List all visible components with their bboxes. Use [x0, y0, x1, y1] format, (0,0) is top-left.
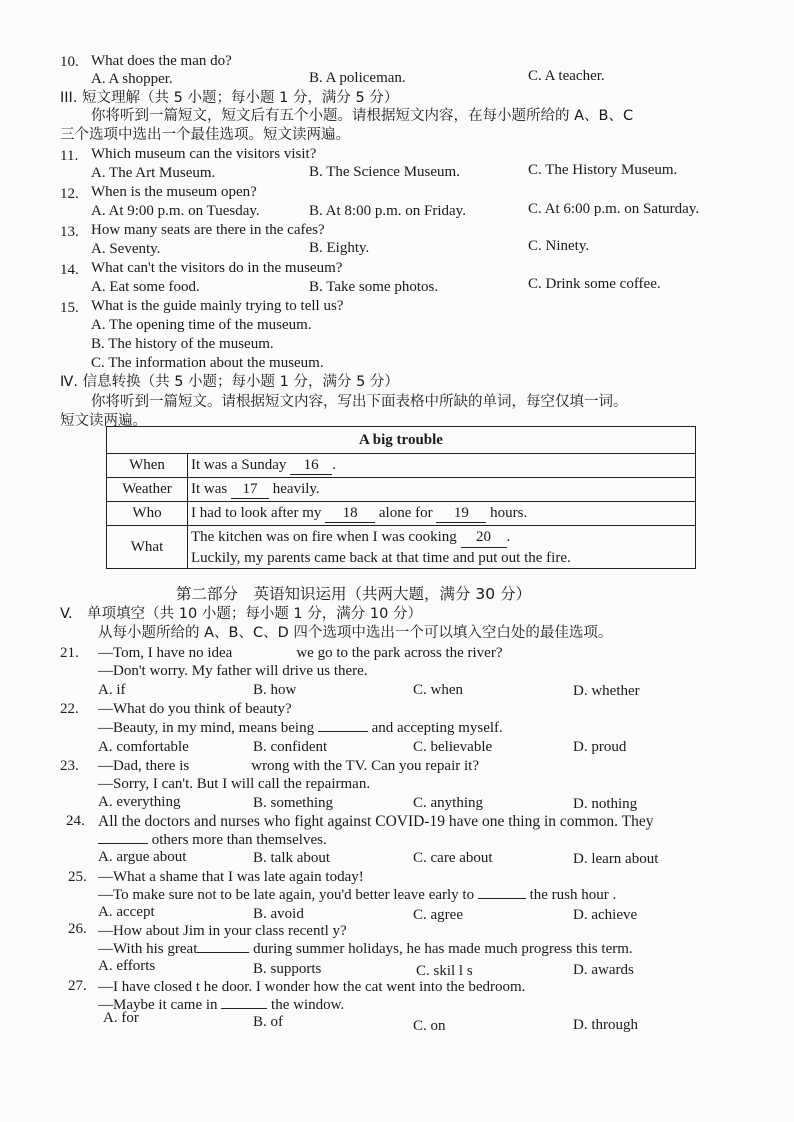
- question-text-part: the window.: [271, 997, 345, 1013]
- question-text-part: —To make sure not to be late again, you'd better leave early to: [98, 887, 475, 903]
- question-text: —Don't worry. My father will drive us there.: [98, 663, 368, 679]
- question-number: 21.: [60, 645, 79, 661]
- row-content: [188, 502, 696, 526]
- option-d: D. proud: [573, 739, 627, 755]
- option-b: B. talk about: [253, 850, 331, 866]
- question-text-part: —Dad, there is: [98, 758, 190, 774]
- question-number: 22.: [60, 701, 79, 717]
- option-a: A. Seventy.: [91, 241, 161, 257]
- question-number: 10.: [60, 54, 79, 70]
- question-number: 11.: [60, 148, 79, 164]
- option-d: D. achieve: [573, 907, 638, 923]
- option-d: D. through: [573, 1017, 638, 1033]
- option-b: B. Take some photos.: [309, 279, 439, 295]
- answer-blank: [478, 898, 526, 899]
- option-a: A. for: [103, 1010, 139, 1026]
- row-text: heavily.: [272, 480, 320, 497]
- row-content: [188, 454, 696, 478]
- question-text-part: —With his great: [98, 941, 198, 957]
- question-text: [98, 886, 616, 904]
- question-text: [98, 940, 633, 958]
- row-label: Who: [107, 502, 188, 526]
- question-text: [98, 644, 503, 662]
- option-a: A. efforts: [98, 958, 156, 974]
- row-content: [188, 526, 696, 569]
- option-a: A. everything: [98, 794, 181, 810]
- question-text-part: —Maybe it came in: [98, 997, 218, 1013]
- question-text: —I have closed t he door. I wonder how the cat went into the bedroom.: [98, 979, 526, 995]
- option-a: A. if: [98, 682, 126, 698]
- option-c: C. skil l s: [416, 963, 473, 979]
- row-text: I had to look after my: [191, 504, 322, 521]
- blank-20: 20: [461, 527, 507, 548]
- section-title: III. 短文理解（共 5 小题；每小题 1 分，满分 5 分）: [60, 90, 399, 106]
- table-row: [107, 454, 696, 478]
- option-b: B. how: [253, 682, 297, 698]
- option-a: A. Eat some food.: [91, 279, 200, 295]
- option-d: D. learn about: [573, 851, 659, 867]
- question-text: —How about Jim in your class recentl y?: [98, 923, 347, 939]
- question-text-part: we go to the park across the river?: [296, 645, 503, 661]
- option-d: D. nothing: [573, 796, 638, 812]
- option-c: C. A teacher.: [528, 68, 605, 84]
- question-number: 25.: [68, 869, 87, 885]
- option-b: B. The Science Museum.: [309, 164, 460, 180]
- question-text: How many seats are there in the cafes?: [91, 222, 325, 238]
- section-instructions: 三个选项中选出一个最佳选项。短文读两遍。: [60, 127, 350, 143]
- blank-17: 17: [231, 481, 269, 499]
- table-row: [107, 526, 696, 569]
- question-text-part: —Beauty, in my mind, means being: [98, 720, 315, 736]
- question-text: [98, 757, 479, 775]
- question-text-part: during summer holidays, he has made much progress this term.: [253, 941, 633, 957]
- question-text: —What do you think of beauty?: [98, 701, 292, 717]
- option-c: C. The History Museum.: [528, 162, 678, 178]
- answer-blank: [197, 952, 249, 953]
- option-c: C. At 6:00 p.m. on Saturday.: [528, 201, 700, 217]
- row-text: hours.: [490, 504, 528, 521]
- question-text: —What a shame that I was late again today!: [98, 869, 364, 885]
- row-label: Weather: [107, 478, 188, 502]
- question-text-part: —Tom, I have no idea: [98, 645, 233, 661]
- question-text: What can't the visitors do in the museum?: [91, 260, 343, 276]
- row-content: [188, 478, 696, 502]
- option-a: A. The Art Museum.: [91, 165, 216, 181]
- option-b: B. supports: [253, 961, 322, 977]
- row-text: .: [332, 456, 336, 473]
- row-label: What: [107, 526, 188, 569]
- answer-blank: [318, 731, 368, 732]
- question-number: 27.: [68, 978, 87, 994]
- option-b: B. of: [253, 1014, 283, 1030]
- option-a: A. At 9:00 p.m. on Tuesday.: [91, 203, 260, 219]
- table-row: [107, 478, 696, 502]
- question-number: 14.: [60, 262, 79, 278]
- option-c: C. agree: [413, 907, 463, 923]
- row-text: The kitchen was on fire when I was cooking: [191, 528, 457, 545]
- question-number: 12.: [60, 186, 79, 202]
- row-text: It was a Sunday: [191, 456, 287, 473]
- section-instructions: 短文读两遍。: [60, 413, 147, 429]
- section-instructions: 从每小题所给的 A、B、C、D 四个选项中选出一个可以填入空白处的最佳选项。: [98, 625, 613, 641]
- question-text: What does the man do?: [91, 53, 232, 69]
- section-title: Ⅳ. 信息转换（共 5 小题；每小题 1 分，满分 5 分）: [60, 374, 399, 390]
- option-b: B. avoid: [253, 906, 304, 922]
- table-row: [107, 502, 696, 526]
- option-b: B. confident: [253, 739, 328, 755]
- question-text-part: the rush hour .: [529, 887, 617, 903]
- option-b: B. Eighty.: [309, 240, 370, 256]
- question-number: 13.: [60, 224, 79, 240]
- question-number: 26.: [68, 921, 87, 937]
- question-text: When is the museum open?: [91, 184, 257, 200]
- info-table: [106, 426, 696, 569]
- blank-16: 16: [290, 457, 332, 475]
- option-a: A. The opening time of the museum.: [91, 317, 312, 333]
- question-number: 15.: [60, 300, 79, 316]
- question-text-part: wrong with the TV. Can you repair it?: [251, 758, 479, 774]
- row-text: alone for: [378, 504, 433, 521]
- table-title: A big trouble: [107, 427, 696, 454]
- option-c: C. Drink some coffee.: [528, 276, 661, 292]
- option-c: C. on: [413, 1018, 446, 1034]
- question-text-part: others more than themselves.: [151, 832, 327, 848]
- row-text: It was: [191, 480, 228, 497]
- answer-blank: [221, 1008, 267, 1009]
- option-c: C. The information about the museum.: [91, 355, 324, 371]
- question-number: 24.: [66, 813, 85, 829]
- option-a: A. accept: [98, 904, 155, 920]
- question-text-part: and accepting myself.: [371, 720, 503, 736]
- option-b: B. At 8:00 p.m. on Friday.: [309, 203, 466, 219]
- question-text: All the doctors and nurses who fight against COVID-19 have one thing in common. They: [98, 813, 654, 830]
- option-d: D. awards: [573, 962, 634, 978]
- row-text: .: [506, 528, 511, 545]
- option-d: D. whether: [573, 683, 640, 699]
- option-c: C. Ninety.: [528, 238, 590, 254]
- section-instructions: 你将听到一篇短文。请根据短文内容，写出下面表格中所缺的单词，每空仅填一词。: [91, 394, 628, 410]
- part-title: 第二部分 英语知识运用（共两大题，满分 30 分）: [176, 585, 532, 603]
- option-c: C. when: [413, 682, 463, 698]
- question-text: [98, 719, 503, 737]
- option-c: C. care about: [413, 850, 493, 866]
- question-number: 23.: [60, 758, 79, 774]
- option-a: A. comfortable: [98, 739, 189, 755]
- question-text: What is the guide mainly trying to tell us?: [91, 298, 344, 314]
- option-b: B. The history of the museum.: [91, 336, 274, 352]
- question-text: [98, 831, 327, 849]
- row-text: Luckily, my parents came back at that time and put out the fire.: [191, 549, 571, 566]
- answer-blank: [98, 843, 148, 844]
- question-text: Which museum can the visitors visit?: [91, 146, 317, 162]
- option-b: B. something: [253, 795, 334, 811]
- question-text: —Sorry, I can't. But I will call the repairman.: [98, 776, 371, 792]
- blank-19: 19: [436, 505, 486, 523]
- option-b: B. A policeman.: [309, 70, 406, 86]
- section-instructions: 你将听到一篇短文，短文后有五个小题。请根据短文内容，在每小题所给的 A、B、C: [91, 108, 634, 124]
- option-c: C. believable: [413, 739, 493, 755]
- row-label: When: [107, 454, 188, 478]
- option-a: A. A shopper.: [91, 71, 173, 87]
- blank-18: 18: [325, 505, 375, 523]
- section-title: V. 单项填空（共 10 小题；每小题 1 分，满分 10 分）: [60, 606, 422, 622]
- option-c: C. anything: [413, 795, 483, 811]
- option-a: A. argue about: [98, 849, 187, 865]
